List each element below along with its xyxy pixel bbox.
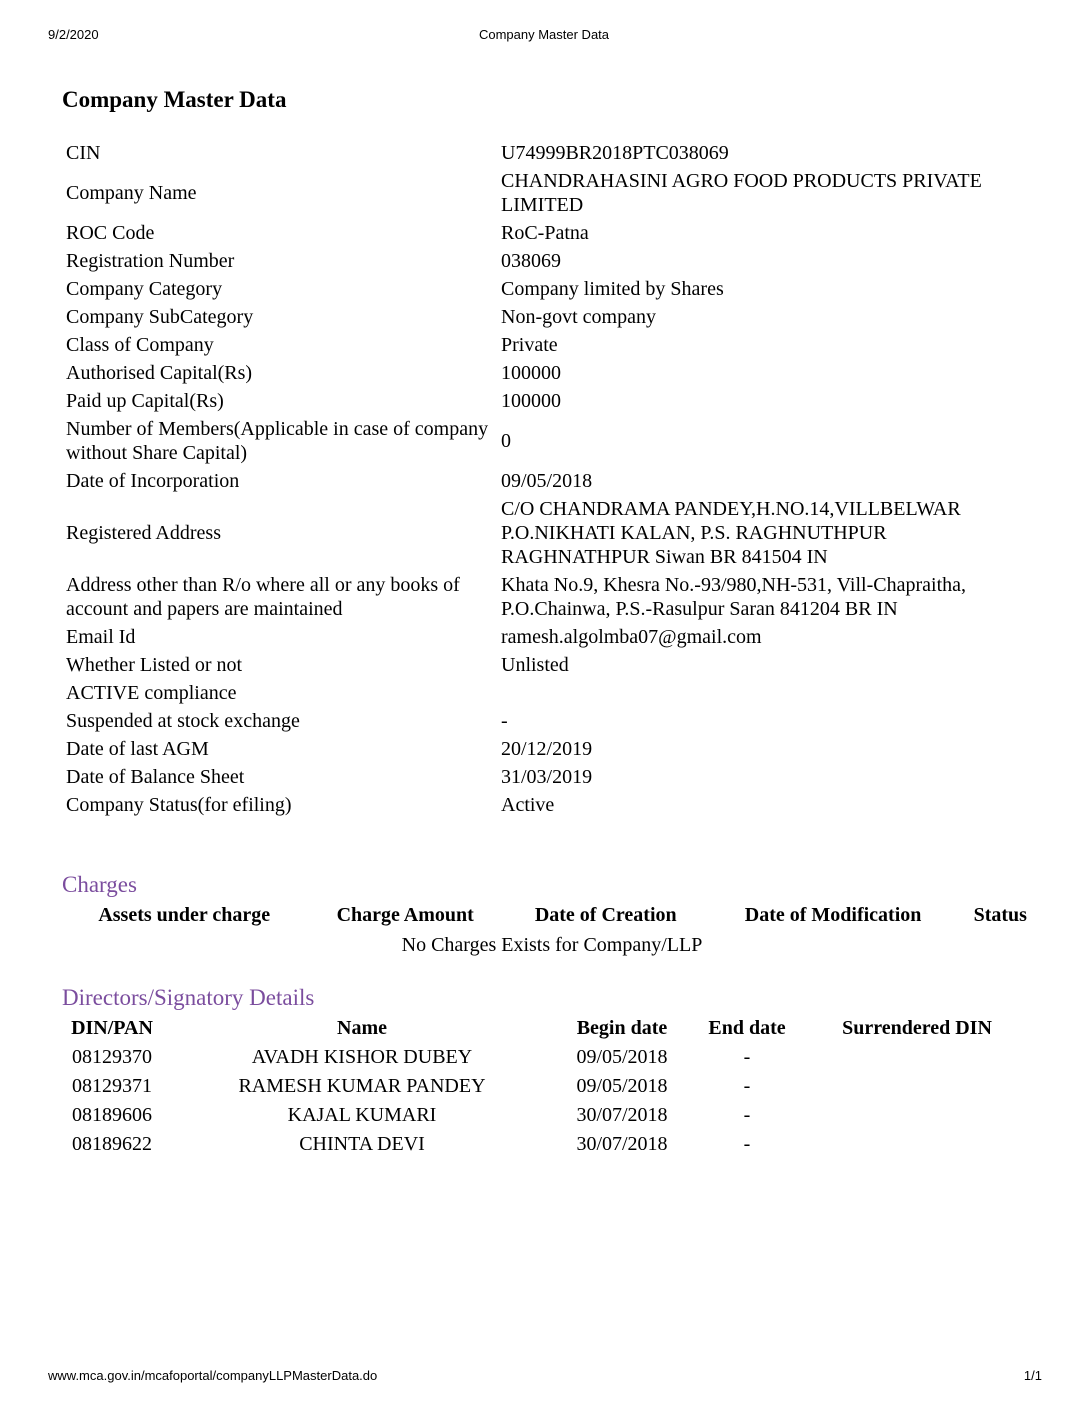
field-value: Non-govt company	[501, 306, 656, 328]
field-label: ROC Code	[66, 222, 155, 244]
field-label: Number of Members(Applicable in case of company without Share Capital)	[66, 418, 489, 464]
field-value: Active	[501, 794, 555, 816]
master-row	[62, 139, 1032, 167]
table-cell: 30/07/2018	[576, 1133, 668, 1155]
charges-column-header: Charge Amount	[336, 904, 474, 926]
field-value[interactable]: ramesh.algolmba07@gmail.com	[501, 626, 762, 648]
master-row	[62, 167, 1032, 219]
print-footer-url: www.mca.gov.in/mcafoportal/companyLLPMasterData.do	[48, 1368, 378, 1383]
charges-column-header: Date of Creation	[534, 904, 677, 926]
field-value: U74999BR2018PTC038069	[501, 142, 729, 164]
field-value	[497, 679, 1032, 707]
field-label: Registration Number	[66, 250, 235, 272]
table-cell	[812, 1043, 1022, 1072]
field-label: Date of Balance Sheet	[66, 766, 245, 788]
field-label: Company Category	[66, 278, 223, 300]
master-row	[62, 495, 1032, 571]
field-label: Company SubCategory	[66, 306, 254, 328]
field-value: C/O CHANDRAMA PANDEY,H.NO.14,VILLBELWAR P.O.NIKHATI KALAN, P.S. RAGHNUTHPUR RAGHNATHPUR Siwan BR 841504 IN	[501, 498, 961, 568]
charges-empty-row	[62, 931, 1042, 960]
table-cell: -	[743, 1133, 751, 1155]
field-value: RoC-Patna	[501, 222, 589, 244]
field-label: Suspended at stock exchange	[66, 710, 300, 732]
field-value: 09/05/2018	[501, 470, 593, 492]
table-row	[62, 1043, 1022, 1072]
directors-column-header: Name	[337, 1017, 387, 1039]
table-cell: AVADH KISHOR DUBEY	[251, 1046, 473, 1068]
master-row	[62, 219, 1032, 247]
table-cell: -	[743, 1046, 751, 1068]
table-cell: RAMESH KUMAR PANDEY	[238, 1075, 486, 1097]
master-row	[62, 359, 1032, 387]
field-label: Date of Incorporation	[66, 470, 240, 492]
master-row	[62, 707, 1032, 735]
directors-table	[62, 1014, 1022, 1159]
master-row	[62, 623, 1032, 651]
directors-section-title: Directors/Signatory Details	[62, 985, 315, 1010]
table-row	[62, 1101, 1022, 1130]
field-label: Address other than R/o where all or any books of account and papers are maintained	[66, 574, 460, 620]
charges-column-header: Date of Modification	[744, 904, 922, 926]
page-title: Company Master Data	[62, 87, 287, 112]
table-cell: 09/05/2018	[576, 1075, 668, 1097]
field-value: 20/12/2019	[501, 738, 593, 760]
master-row	[62, 275, 1032, 303]
field-label: Email Id	[66, 626, 136, 648]
charges-column-header: Assets under charge	[98, 904, 271, 926]
master-row	[62, 331, 1032, 359]
field-value: 100000	[501, 390, 561, 412]
directors-table-body	[62, 1043, 1022, 1159]
table-row	[62, 1072, 1022, 1101]
field-label: Authorised Capital(Rs)	[66, 362, 253, 384]
master-row	[62, 763, 1032, 791]
directors-column-header: Surrendered DIN	[842, 1017, 992, 1039]
charges-empty-message: No Charges Exists for Company/LLP	[401, 934, 703, 956]
table-cell: 08129370	[72, 1046, 152, 1068]
field-label: Company Status(for efiling)	[66, 794, 292, 816]
directors-header-row	[62, 1014, 1022, 1043]
master-row	[62, 467, 1032, 495]
field-value: 0	[501, 430, 511, 452]
charges-column-header: Status	[973, 904, 1027, 926]
field-value: CHANDRAHASINI AGRO FOOD PRODUCTS PRIVATE LIMITED	[501, 170, 982, 216]
table-cell	[812, 1072, 1022, 1101]
master-row	[62, 679, 1032, 707]
master-row	[62, 791, 1032, 819]
table-cell: 08189622	[72, 1133, 152, 1155]
table-cell: -	[743, 1104, 751, 1126]
charges-section-title: Charges	[62, 872, 137, 897]
master-row	[62, 303, 1032, 331]
table-cell: 08189606	[72, 1104, 152, 1126]
table-cell	[812, 1101, 1022, 1130]
field-label: CIN	[66, 142, 101, 164]
field-value: Private	[501, 334, 558, 356]
table-cell: 08129371	[72, 1075, 152, 1097]
table-cell: 30/07/2018	[576, 1104, 668, 1126]
field-label: Registered Address	[66, 522, 221, 544]
field-label: Date of last AGM	[66, 738, 209, 760]
field-label: Company Name	[66, 182, 197, 204]
charges-header-row	[62, 900, 1042, 931]
master-row	[62, 415, 1032, 467]
master-row	[62, 247, 1032, 275]
table-cell: CHINTA DEVI	[299, 1133, 425, 1155]
table-row	[62, 1130, 1022, 1159]
field-label: Whether Listed or not	[66, 654, 243, 676]
company-master-table	[62, 139, 1032, 819]
master-row	[62, 387, 1032, 415]
charges-table	[62, 900, 1042, 960]
table-cell: KAJAL KUMARI	[287, 1104, 437, 1126]
table-cell: -	[743, 1075, 751, 1097]
field-value: Khata No.9, Khesra No.-93/980,NH-531, Vill-Chapraitha, P.O.Chainwa, P.S.-Rasulpur Saran 841204 BR IN	[501, 574, 966, 620]
field-value: 038069	[501, 250, 561, 272]
company-master-table-body	[62, 139, 1032, 819]
directors-column-header: Begin date	[576, 1017, 668, 1039]
field-value: Company limited by Shares	[501, 278, 724, 300]
master-row	[62, 571, 1032, 623]
field-label: ACTIVE compliance	[66, 682, 237, 704]
table-cell	[812, 1130, 1022, 1159]
print-footer-page-number: 1/1	[1023, 1368, 1042, 1383]
field-value: -	[501, 710, 508, 732]
master-row	[62, 651, 1032, 679]
directors-column-header: End date	[708, 1017, 786, 1039]
field-label: Class of Company	[66, 334, 214, 356]
field-value: 31/03/2019	[501, 766, 593, 788]
directors-column-header: DIN/PAN	[71, 1017, 153, 1039]
print-header-date: 9/2/2020	[48, 27, 99, 42]
field-label: Paid up Capital(Rs)	[66, 390, 224, 412]
print-header-title: Company Master Data	[478, 27, 610, 42]
field-value: 100000	[501, 362, 561, 384]
field-value: Unlisted	[501, 654, 569, 676]
table-cell: 09/05/2018	[576, 1046, 668, 1068]
master-row	[62, 735, 1032, 763]
